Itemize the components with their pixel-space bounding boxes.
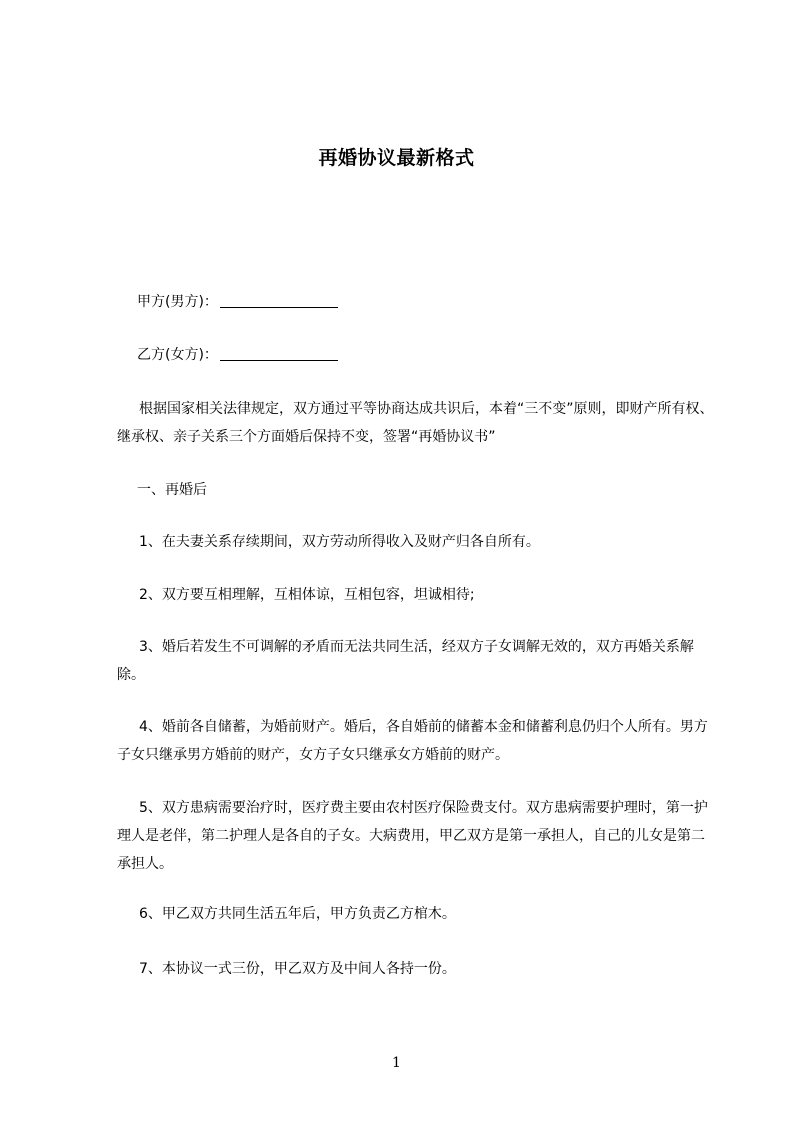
clause-2: 2、双方要互相理解，互相体谅，互相包容，坦诚相待; (139, 587, 475, 603)
party-b-label: 乙方(女方)： (137, 347, 218, 363)
clause-4: 4、婚前各自储蓄，为婚前财产。婚后，各自婚前的储蓄本金和储蓄利息仍归个人所有。男方子女只继承男方婚前的财产，女方子女只继承女方婚前的财产。 (117, 719, 708, 763)
clause-3: 3、婚后若发生不可调解的矛盾而无法共同生活，经双方子女调解无效的，双方再婚关系解除。 (117, 639, 694, 683)
clause-7: 7、本协议一式三份，甲乙双方及中间人各持一份。 (139, 961, 456, 977)
section-heading: 一、再婚后 (137, 482, 207, 498)
party-b-blank (220, 346, 338, 361)
document-title: 再婚协议最新格式 (318, 147, 475, 169)
clause-1: 1、在夫妻关系存续期间，双方劳动所得收入及财产归各自所有。 (139, 534, 540, 550)
party-a-label: 甲方(男方)： (137, 294, 218, 310)
intro-paragraph: 根据国家相关法律规定，双方通过平等协商达成共识后，本着“三不变”原则，即财产所有权、继承权、亲子关系三个方面婚后保持不变，签署“再婚协议书” (117, 401, 714, 445)
clause-6: 6、甲乙双方共同生活五年后，甲方负责乙方棺木。 (139, 906, 456, 922)
clause-5: 5、双方患病需要治疗时，医疗费主要由农村医疗保险费支付。双方患病需要护理时，第一护理人是老伴，第二护理人是各自的子女。大病费用，甲乙双方是第一承担人，自己的儿女是第二承担人。 (117, 800, 708, 872)
party-a-blank (220, 293, 338, 308)
party-a-line (137, 288, 338, 316)
page-number: 1 (392, 1055, 401, 1071)
party-b-line (137, 341, 338, 369)
